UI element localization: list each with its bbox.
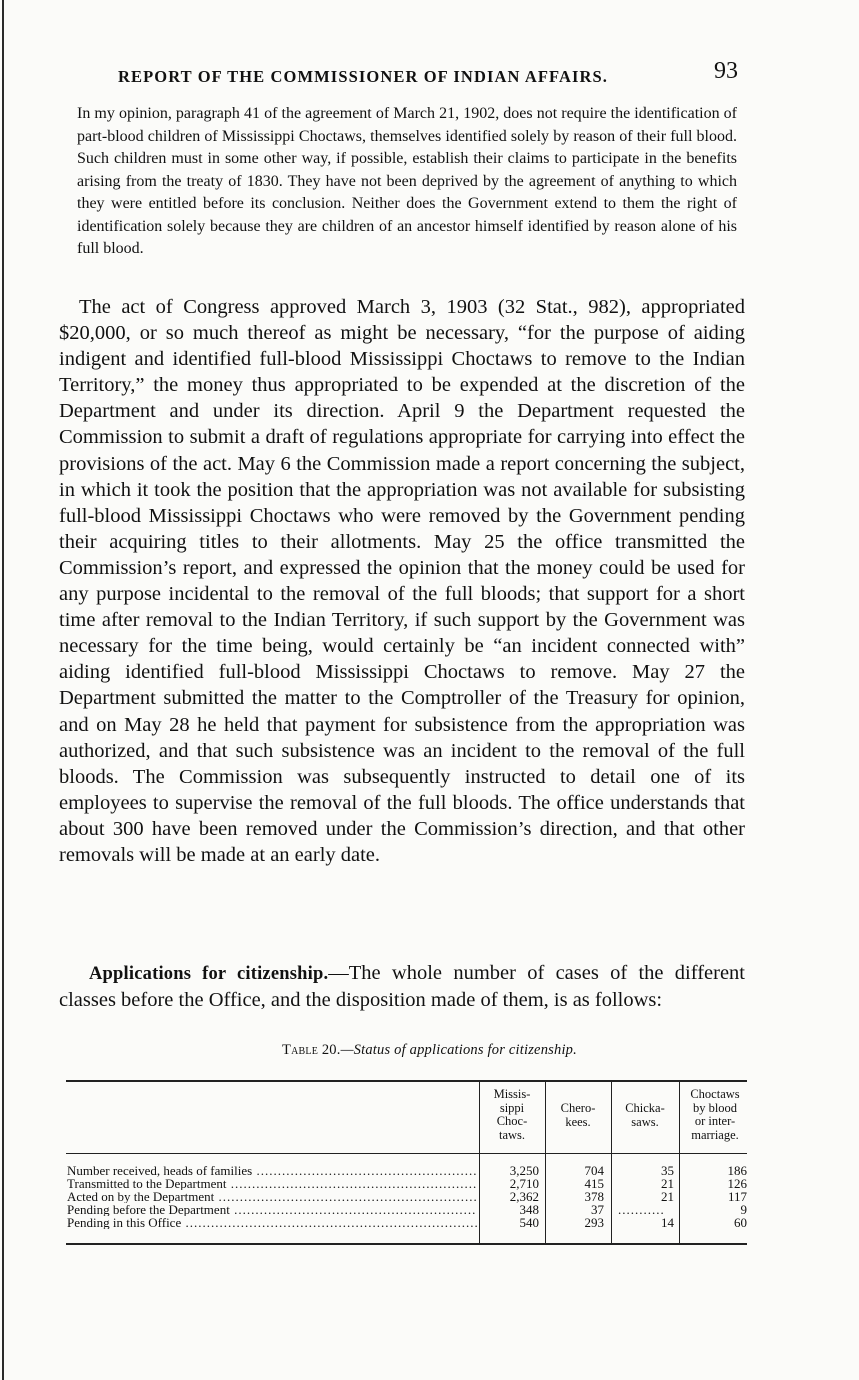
table-cell: 2,362: [509, 1189, 539, 1204]
column-header-chickasaws: Chicka- saws.: [625, 1101, 665, 1129]
table-cell: 9: [740, 1202, 747, 1217]
column-header-mississippi-choctaws: Missis- sippi Choc- taws.: [493, 1087, 531, 1142]
table-cell: 540: [519, 1215, 539, 1230]
table-header-rule: [66, 1153, 747, 1154]
column-header-choctaws-by-blood: Choctaws by blood or inter- marriage.: [690, 1087, 740, 1142]
header-title: REPORT OF THE COMMISSIONER OF INDIAN AFFAIRS.: [118, 67, 609, 86]
empty-cell-leader: ...........: [618, 1202, 665, 1217]
running-header: [118, 58, 738, 88]
table-cell: 37: [591, 1202, 604, 1217]
table-cell: 35: [661, 1163, 674, 1178]
table-row-label: Acted on by the Department .....: [67, 1190, 477, 1203]
table-cell: 2,710: [509, 1176, 539, 1191]
column-header-cherokees: Chero- kees.: [560, 1101, 596, 1129]
table-row-label: Number received, heads of families .....: [67, 1164, 477, 1177]
table-cell: 3,250: [509, 1163, 539, 1178]
table-cell: 21: [661, 1189, 674, 1204]
table-cell: 704: [584, 1163, 604, 1178]
table-number: Table 20.: [282, 1042, 341, 1058]
paragraph-citizenship-text: —The whole number of cases of the different classes before the Office, and the disposition made of them, is as follows:: [59, 962, 745, 1012]
table-row-label: Pending in this Office .....: [67, 1216, 477, 1229]
page-edge: [2, 0, 4, 1380]
table-cell: 117: [727, 1189, 747, 1204]
table-cell: 293: [584, 1215, 604, 1230]
table-cell: 60: [734, 1215, 747, 1230]
table-cell: 126: [727, 1176, 747, 1191]
table-cell: 14: [661, 1215, 674, 1230]
table-title: —Status of applications for citizenship.: [340, 1042, 577, 1058]
table-bottom-rule: [66, 1243, 747, 1245]
paragraph-citizenship: [59, 960, 745, 1013]
page-number: 93: [714, 58, 738, 84]
table-row-label: Transmitted to the Department .....: [67, 1177, 477, 1190]
paragraph-appropriation: The act of Congress approved March 3, 1903 (32 Stat., 982), appropriated $20,000, or so much thereof as might be necessary, “for the purpose of aiding indigent and identified full-blood Mississippi Choctaws to remove to the Indian Territory,” the money thus appropriated to be expended at the discretion of the Department and under its direction. April 9 the Department requested the Commission to submit a draft of regulations appropriate for carrying into effect the provisions of the act. May 6 the Commission made a report concerning the subject, in which it took the position that the appropriation was not available for subsisting full-blood Mississippi Choctaws who were removed by the Government pending their acquiring titles to their allotments. May 25 the office transmitted the Commission’s report, and expressed the opinion that the money could be used for any purpose incidental to the removal of the full bloods; that support for a short time after removal to the Indian Territory, if such support by the Government was necessary for the time being, would certainly be “an incident connected with” aiding identified full-blood Mississippi Choctaws to remove. May 27 the Department submitted the matter to the Comptroller of the Treasury for opinion, and on May 28 he held that payment for subsistence from the appropriation was authorized, and that such subsistence was an incident to the removal of the full bloods. The Commission was subsequently instructed to detail one of its employees to supervise the removal of the full bloods. The office understands that about 300 have been removed under the Commission’s direction, and that other removals will be made at an early date.: [59, 296, 745, 866]
quoted-opinion: In my opinion, paragraph 41 of the agreement of March 21, 1902, does not require the identification of part-blood children of Mississippi Choctaws, themselves identified solely by reason of their full blood. Such children must in some other way, if possible, establish their claims to participate in the benefits arising from the treaty of 1830. They have not been deprived by the agreement of anything to which they were entitled before its conclusion. Neither does the Government extend to them the right of identification solely because they are children of an ancestor himself identified by reason alone of his full blood.: [77, 105, 737, 257]
table-cell: 186: [727, 1163, 747, 1178]
table-cell: 348: [519, 1202, 539, 1217]
table-cell: 378: [584, 1189, 604, 1204]
table-cell: 21: [661, 1176, 674, 1191]
table-row-label: Pending before the Department .....: [67, 1203, 477, 1216]
table-caption: [0, 1042, 859, 1059]
table-top-rule: [66, 1080, 747, 1082]
section-heading: Applications for citizenship.: [89, 964, 329, 984]
table-cell: 415: [584, 1176, 604, 1191]
